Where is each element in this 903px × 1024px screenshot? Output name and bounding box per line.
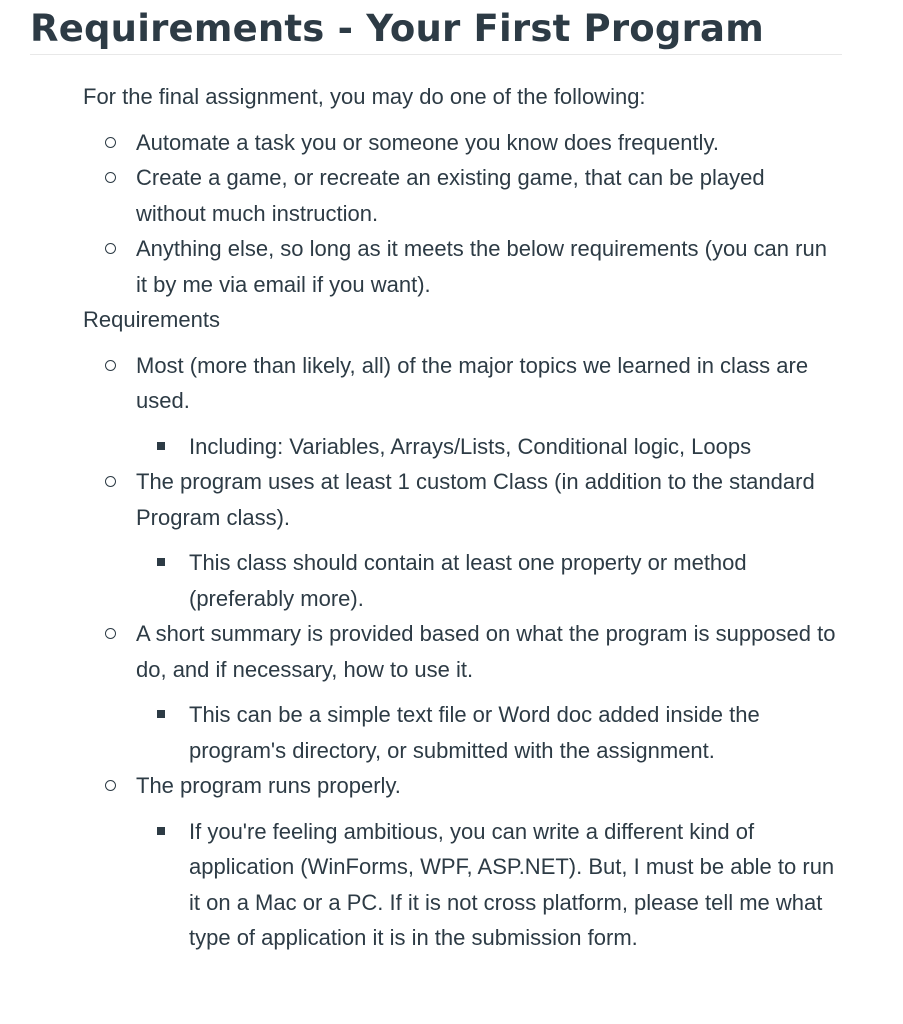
sublist (136, 429, 903, 465)
sublist (83, 348, 903, 956)
list-item (0, 302, 903, 956)
list-item-text: This class should contain at least one property or method (preferably more). (189, 550, 747, 611)
list-item (83, 464, 903, 616)
list-item-text: Requirements (83, 307, 220, 332)
circle-bullet (105, 780, 116, 791)
list-item-text: Automate a task you or someone you know does frequently. (136, 129, 719, 155)
sublist (136, 545, 903, 616)
square-bullet (157, 827, 165, 835)
circle-bullet (105, 172, 116, 183)
list-item (136, 697, 903, 768)
square-bullet (157, 710, 165, 718)
circle-bullet (105, 243, 116, 254)
list-item-text: Including: Variables, Arrays/Lists, Conditional logic, Loops (189, 433, 752, 459)
list-item (83, 160, 903, 231)
list-item-text: For the final assignment, you may do one of the following: (83, 84, 646, 109)
list-item-text: A short summary is provided based on what the program is supposed to do, and if necessary, how to use it. (136, 621, 836, 682)
list-item-text: Most (more than likely, all) of the major topics we learned in class are used. (136, 352, 809, 413)
list-item (83, 125, 903, 161)
list-item-text: This can be a simple text file or Word doc added inside the program's directory, or submitted with the assignment. (189, 702, 760, 763)
circle-bullet (105, 476, 116, 487)
circle-bullet (105, 628, 116, 639)
list-item-text: The program uses at least 1 custom Class (in addition to the standard Program class). (136, 469, 815, 530)
square-bullet (157, 558, 165, 566)
circle-bullet (105, 360, 116, 371)
list-item (136, 429, 903, 465)
list-item-text: The program runs properly. (136, 773, 401, 798)
sublist (136, 697, 903, 768)
requirements-list (0, 79, 903, 956)
square-bullet (157, 442, 165, 450)
list-item (83, 348, 903, 465)
sublist (83, 125, 903, 303)
list-item-text: If you're feeling ambitious, you can write a different kind of application (WinForms, WPF, ASP.NET). But, I must be able to run it on a Mac or a PC. If it is not cross platform, please tell me what type of application it is in the submission form. (189, 818, 835, 950)
page-title: Requirements - Your First Program (30, 4, 842, 55)
list-item (83, 231, 903, 302)
list-item (83, 768, 903, 956)
list-item-text: Create a game, or recreate an existing game, that can be played without much instruction. (136, 165, 765, 226)
list-item (83, 616, 903, 768)
list-item (136, 814, 903, 956)
sublist (136, 814, 903, 956)
list-item (0, 79, 903, 302)
circle-bullet (105, 137, 116, 148)
list-item (136, 545, 903, 616)
list-item-text: Anything else, so long as it meets the below requirements (you can run it by me via email if you want). (136, 236, 827, 297)
